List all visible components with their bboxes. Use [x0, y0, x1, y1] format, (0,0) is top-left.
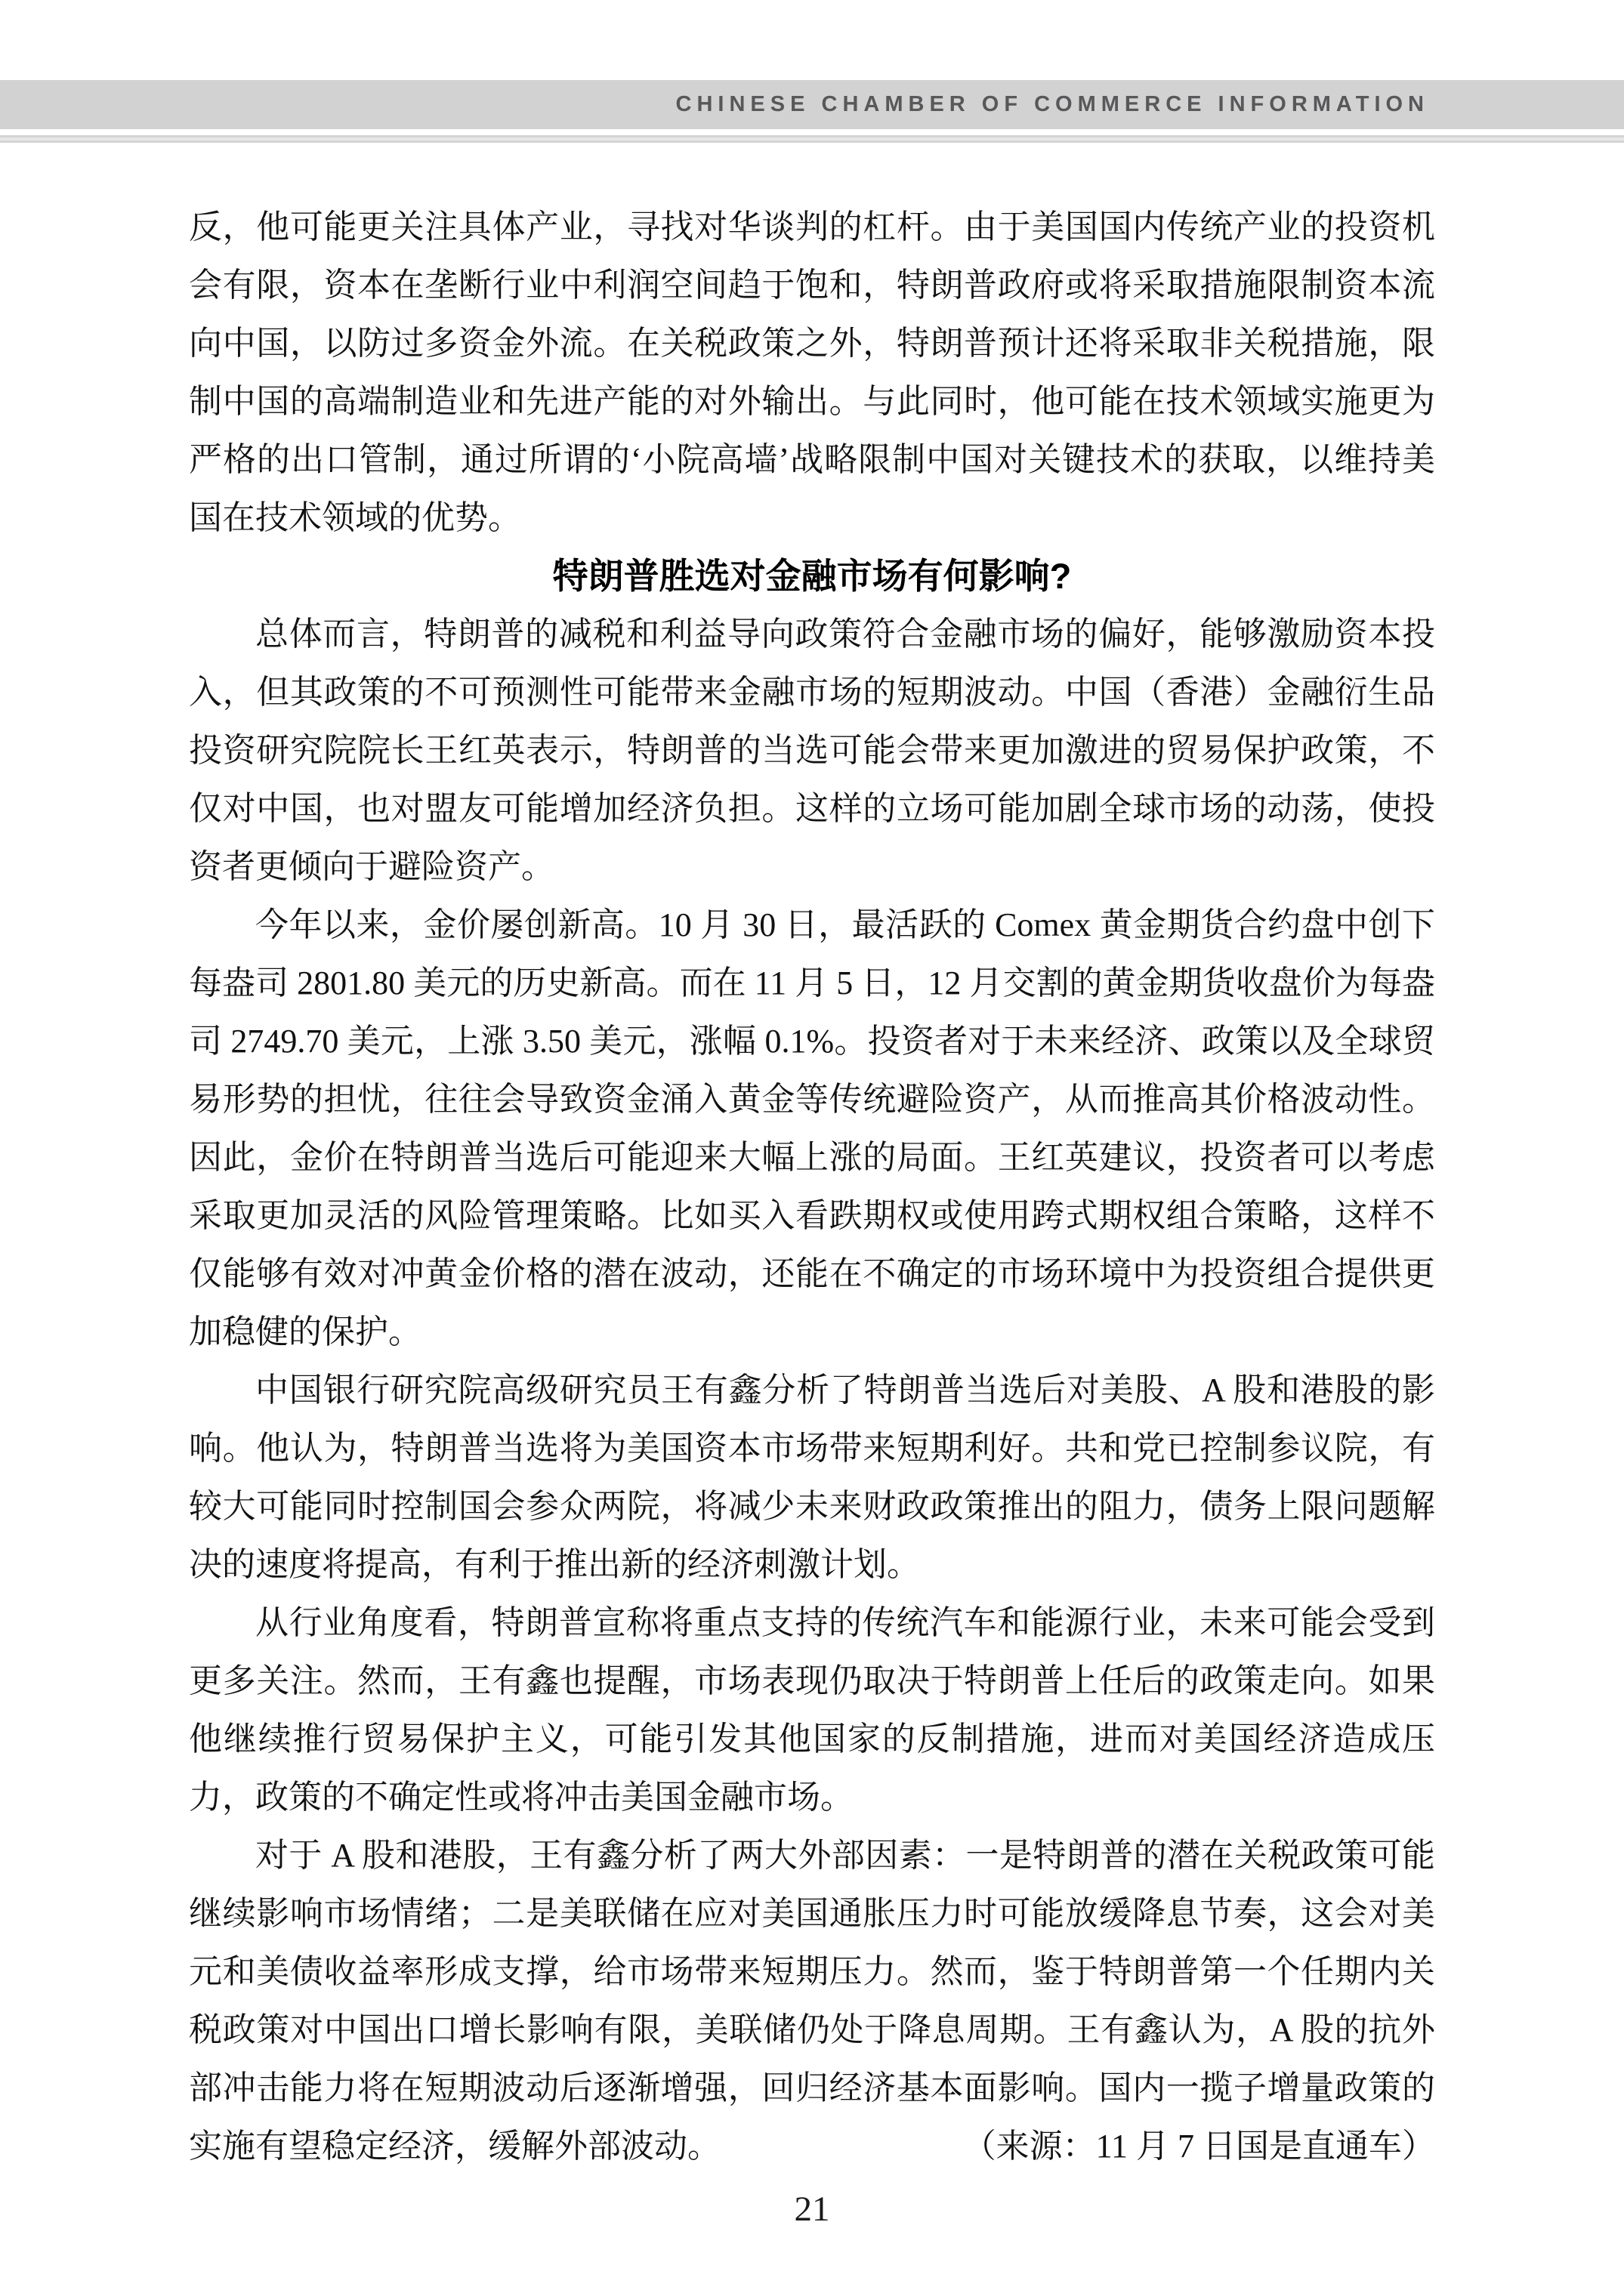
page-number: 21	[794, 2190, 830, 2229]
body-paragraph-1: 总体而言，特朗普的减税和利益导向政策符合金融市场的偏好，能够激励资本投入，但其政策的不可预测性可能带来金融市场的短期波动。中国（香港）金融衍生品投资研究院院长王红英表示，特朗普的当选可能会带来更加激进的贸易保护政策，不仅对中国，也对盟友可能增加经济负担。这样的立场可能加剧全球市场的动荡，使投资者更倾向于避险资产。	[189, 616, 1435, 885]
closing-paragraph	[189, 1826, 1435, 2175]
source-note: （来源：11 月 7 日国是直通车）	[962, 2128, 1435, 2165]
section-heading: 特朗普胜选对金融市场有何影响?	[552, 556, 1072, 596]
body-paragraph-2: 今年以来，金价屡创新高。10 月 30 日，最活跃的 Comex 黄金期货合约盘中创下每盎司 2801.80 美元的历史新高。而在 11 月 5 日，12 月交割的黄金期货收盘价为每盎司 2749.70 美元，上涨 3.50 美元，涨幅 0.1%。投资者对于未来经济、政策以及全球贸易形势的担忧，往往会导致资金涌入黄金等传统避险资产，从而推高其价格波动性。因此，金价在特朗普当选后可能迎来大幅上涨的局面。王红英建议，投资者可以考虑采取更加灵活的风险管理策略。比如买入看跌期权或使用跨式期权组合策略，这样不仅能够有效对冲黄金价格的潜在波动，还能在不确定的市场环境中为投资组合提供更加稳健的保护。	[189, 906, 1435, 1350]
article-body	[189, 198, 1435, 2175]
header-divider-bar	[0, 135, 1624, 143]
closing-paragraph-text: 对于 A 股和港股，王有鑫分析了两大外部因素：一是特朗普的潜在关税政策可能继续影响市场情绪；二是美联储在应对美国通胀压力时可能放缓降息节奏，这会对美元和美债收益率形成支撑，给市场带来短期压力。然而，鉴于特朗普第一个任期内关税政策对中国出口增长影响有限，美联储仍处于降息周期。王有鑫认为，A 股的抗外部冲击能力将在短期波动后逐渐增强，回归经济基本面影响。国内一揽子增量政策的实施有望稳定经济，缓解外部波动。	[189, 1837, 1435, 2165]
body-paragraph-3: 中国银行研究院高级研究员王有鑫分析了特朗普当选后对美股、A 股和港股的影响。他认为，特朗普当选将为美国资本市场带来短期利好。共和党已控制参议院，有较大可能同时控制国会参众两院，将减少未来财政政策推出的阻力，债务上限问题解决的速度将提高，有利于推出新的经济刺激计划。	[189, 1372, 1435, 1583]
header-banner-title: CHINESE CHAMBER OF COMMERCE INFORMATION	[675, 92, 1429, 116]
header-banner	[0, 80, 1624, 129]
lead-paragraph: 反，他可能更关注具体产业，寻找对华谈判的杠杆。由于美国国内传统产业的投资机会有限，资本在垄断行业中利润空间趋于饱和，特朗普政府或将采取措施限制资本流向中国，以防过多资金外流。在关税政策之外，特朗普预计还将采取非关税措施，限制中国的高端制造业和先进产能的对外输出。与此同时，他可能在技术领域实施更为严格的出口管制，通过所谓的‘小院高墙’战略限制中国对关键技术的获取，以维持美国在技术领域的优势。	[189, 208, 1435, 536]
body-paragraph-4: 从行业角度看，特朗普宣称将重点支持的传统汽车和能源行业，未来可能会受到更多关注。然而，王有鑫也提醒，市场表现仍取决于特朗普上任后的政策走向。如果他继续推行贸易保护主义，可能引发其他国家的反制措施，进而对美国经济造成压力，政策的不确定性或将冲击美国金融市场。	[189, 1604, 1435, 1816]
